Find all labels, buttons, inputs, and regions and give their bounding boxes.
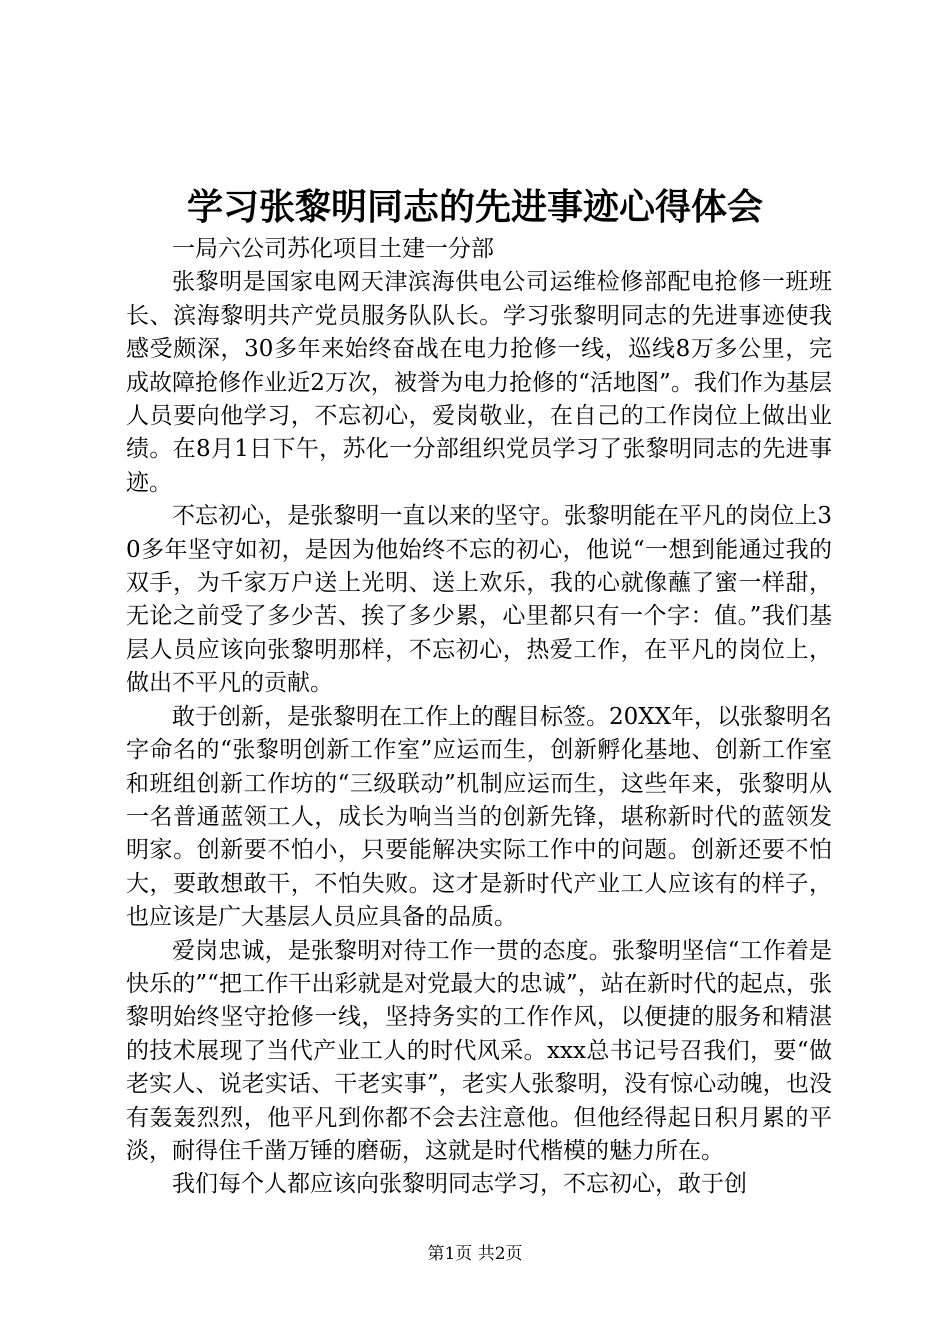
document-title: 学习张黎明同志的先进事迹心得体会 xyxy=(186,186,763,228)
paragraph-5: 我们每个人都应该向张黎明同志学习，不忘初心，敢于创 xyxy=(172,1171,747,1198)
document-body xyxy=(126,233,832,1202)
paragraph-1: 张黎明是国家电网天津滨海供电公司运维检修部配电抢修一班班长、滨海黎明共产党员服务队队长。学习张黎明同志的先进事迹使我感受颇深，30多年来始终奋战在电力抢修一线，巡线8万多公里，完成故障抢修作业近2万次，被誉为电力抢修的“活地图”。我们作为基层人员要向他学习，不忘初心，爱岗敬业，在自己的工作岗位上做出业绩。在8月1日下午，苏化一分部组织党员学习了张黎明同志的先进事迹。 xyxy=(126,269,832,496)
paragraph-4: 爱岗忠诚，是张黎明对待工作一贯的态度。张黎明坚信“工作着是快乐的”“把工作干出彩就是对党最大的忠诚”，站在新时代的起点，张黎明始终坚守抢修一线，坚持务实的工作作风，以便捷的服务和精湛的技术展现了当代产业工人的时代风采。xxx总书记号召我们，要“做老实人、说老实话、干老实事”，老实人张黎明，没有惊心动魄，也没有轰轰烈烈，他平凡到你都不会去注意他。但他经得起日积月累的平淡，耐得住千凿万锤的磨砺，这就是时代楷模的魅力所在。 xyxy=(126,937,832,1164)
page-footer: 第1页 共2页 xyxy=(427,1244,523,1264)
paragraph-3: 敢于创新，是张黎明在工作上的醒目标签。20XX年，以张黎明名字命名的“张黎明创新工作室”应运而生，创新孵化基地、创新工作室和班组创新工作坊的“三级联动”机制应运而生，这些年来，张黎明从一名普通蓝领工人，成长为响当当的创新先锋，堪称新时代的蓝领发明家。创新要不怕小，只要能解决实际工作中的问题。创新还要不怕大，要敢想敢干，不怕失败。这才是新时代产业工人应该有的样子，也应该是广大基层人员应具备的品质。 xyxy=(126,703,833,931)
paragraph-2: 不忘初心，是张黎明一直以来的坚守。张黎明能在平凡的岗位上30多年坚守如初，是因为他始终不忘的初心，他说“一想到能通过我的双手，为千家万户送上光明、送上欢乐，我的心就像蘸了蜜一样甜，无论之前受了多少苦、挨了多少累，心里都只有一个字：值。”我们基层人员应该向张黎明那样，不忘初心，热爱工作，在平凡的岗位上，做出不平凡的贡献。 xyxy=(126,503,832,697)
byline: 一局六公司苏化项目土建一分部 xyxy=(172,236,494,262)
